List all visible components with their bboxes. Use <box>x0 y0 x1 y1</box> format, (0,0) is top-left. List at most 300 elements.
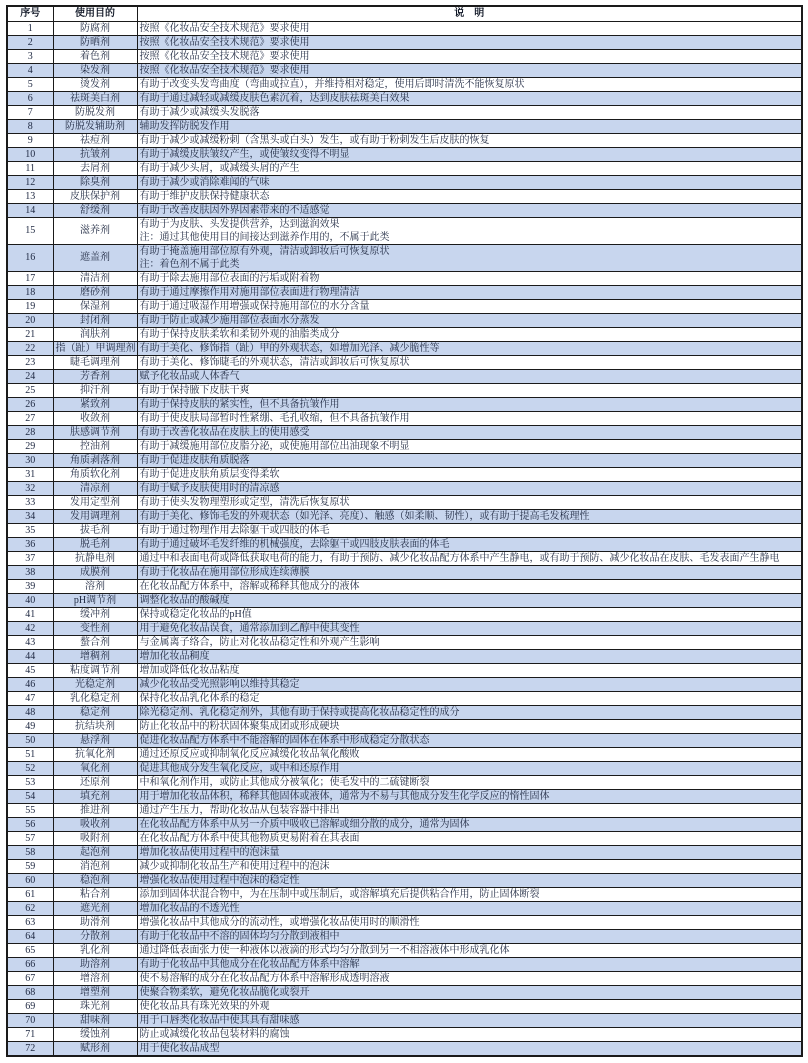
description <box>137 411 802 425</box>
usage-purpose: 粘度调节剂 <box>53 663 137 677</box>
table-row <box>7 467 802 481</box>
table-row <box>7 733 802 747</box>
description-line: 有助于通过摩擦作用对施用部位表面进行物理清洁 <box>139 286 360 298</box>
row-number: 29 <box>7 439 53 453</box>
description <box>137 677 802 691</box>
usage-purpose: 收敛剂 <box>53 411 137 425</box>
row-number: 2 <box>7 35 53 49</box>
description <box>137 189 802 203</box>
description <box>137 831 802 845</box>
row-number: 64 <box>7 929 53 943</box>
row-number: 70 <box>7 1013 53 1027</box>
description <box>137 175 802 189</box>
description <box>137 789 802 803</box>
row-number: 32 <box>7 481 53 495</box>
usage-purpose: 指（趾）甲调理剂 <box>53 341 137 355</box>
description-line: 在化妆品配方体系中，溶解或稀释其他成分的液体 <box>139 580 360 592</box>
description <box>137 635 802 649</box>
description-line: 有助于美化、修饰睫毛的外观状态，清洁或卸妆后可恢复原状 <box>139 356 410 368</box>
description <box>137 663 802 677</box>
description <box>137 915 802 929</box>
row-number: 20 <box>7 313 53 327</box>
description <box>137 593 802 607</box>
description <box>137 425 802 439</box>
table-row <box>7 845 802 859</box>
description-line: 用于增加化妆品体积，稀释其他固体或液体，通常为不易与其他成分发生化学反应的惰性固体 <box>139 790 550 802</box>
description <box>137 985 802 999</box>
description-line: 有助于为皮肤、头发提供营养，达到滋润效果 <box>139 218 340 230</box>
description-line: 按照《化妆品安全技术规范》要求使用 <box>139 64 310 76</box>
usage-purpose: 增稠剂 <box>53 649 137 663</box>
row-number: 15 <box>7 217 53 244</box>
description <box>137 621 802 635</box>
row-number: 61 <box>7 887 53 901</box>
usage-purpose: 缓蚀剂 <box>53 1027 137 1041</box>
description <box>137 341 802 355</box>
table-row <box>7 509 802 523</box>
header-no: 序号 <box>7 6 53 21</box>
description-line: 有助于化妆品中不溶的固体均匀分散到液相中 <box>139 930 340 942</box>
row-number: 4 <box>7 63 53 77</box>
usage-purpose: 发用定型剂 <box>53 495 137 509</box>
description-line: 用于使化妆品成型 <box>139 1042 220 1054</box>
row-number: 59 <box>7 859 53 873</box>
description <box>137 817 802 831</box>
table-row <box>7 719 802 733</box>
description <box>137 285 802 299</box>
table-row <box>7 887 802 901</box>
description-line: 有助于减缓皮肤皱纹产生，或使皱纹变得不明显 <box>139 148 350 160</box>
table-row <box>7 119 802 133</box>
description-line: 有助于减少头屑，或减缓头屑的产生 <box>139 162 300 174</box>
table-row <box>7 817 802 831</box>
description <box>137 63 802 77</box>
row-number: 38 <box>7 565 53 579</box>
usage-purpose: 清凉剂 <box>53 481 137 495</box>
row-number: 57 <box>7 831 53 845</box>
row-number: 21 <box>7 327 53 341</box>
table-row <box>7 691 802 705</box>
description <box>137 271 802 285</box>
description-line: 有助于化妆品在施用部位形成连续薄膜 <box>139 566 310 578</box>
description-line: 有助于使头发物理塑形或定型，清洗后恢复原状 <box>139 496 350 508</box>
usage-purpose: 抗静电剂 <box>53 551 137 565</box>
row-number: 6 <box>7 91 53 105</box>
description <box>137 467 802 481</box>
usage-purpose: 乳化剂 <box>53 943 137 957</box>
description <box>137 383 802 397</box>
usage-purpose: 保湿剂 <box>53 299 137 313</box>
description-line: 有助于改善化妆品在皮肤上的使用感受 <box>139 426 310 438</box>
usage-purpose: 防脱发剂 <box>53 105 137 119</box>
description-line: 有助于减少或减缓头发脱落 <box>139 106 260 118</box>
description-line: 使聚合物柔软，避免化妆品脆化或裂开 <box>139 986 310 998</box>
row-number: 72 <box>7 1041 53 1056</box>
description <box>137 565 802 579</box>
description <box>137 1013 802 1027</box>
description <box>137 719 802 733</box>
table-row <box>7 397 802 411</box>
usage-purpose: 光稳定剂 <box>53 677 137 691</box>
description-line: 促进其他成分发生氧化反应，或中和还原作用 <box>139 762 340 774</box>
table-row <box>7 607 802 621</box>
description <box>137 355 802 369</box>
table-row <box>7 663 802 677</box>
usage-purpose: 赋形剂 <box>53 1041 137 1056</box>
description <box>137 929 802 943</box>
description <box>137 859 802 873</box>
description <box>137 999 802 1013</box>
row-number: 56 <box>7 817 53 831</box>
description-line: 中和氧化剂作用，或防止其他成分被氧化；使毛发中的二硫键断裂 <box>139 776 430 788</box>
table-row <box>7 523 802 537</box>
usage-purpose: 抗皱剂 <box>53 147 137 161</box>
description-line: 有助于通过吸湿作用增强或保持施用部位的水分含量 <box>139 300 370 312</box>
table-row <box>7 789 802 803</box>
table-row <box>7 537 802 551</box>
usage-purpose: 防腐剂 <box>53 21 137 35</box>
usage-purpose: 烫发剂 <box>53 77 137 91</box>
row-number: 19 <box>7 299 53 313</box>
row-number: 55 <box>7 803 53 817</box>
row-number: 50 <box>7 733 53 747</box>
row-number: 48 <box>7 705 53 719</box>
usage-purpose: 缓冲剂 <box>53 607 137 621</box>
usage-purpose: 睫毛调理剂 <box>53 355 137 369</box>
row-number: 33 <box>7 495 53 509</box>
row-number: 31 <box>7 467 53 481</box>
row-number: 66 <box>7 957 53 971</box>
description-line: 添加到固体状混合物中，为在压制中或压制后，或溶解填充后提供粘合作用，防止固体断裂 <box>139 888 540 900</box>
table-row <box>7 189 802 203</box>
row-number: 8 <box>7 119 53 133</box>
table-row <box>7 943 802 957</box>
description-line: 有助于化妆品中其他成分在化妆品配方体系中溶解 <box>139 958 360 970</box>
usage-purpose: 皮肤保护剂 <box>53 189 137 203</box>
description-line: 有助于改变头发弯曲度（弯曲或拉直），并维持相对稳定，使用后即时清洗不能恢复原状 <box>139 78 525 90</box>
row-number: 25 <box>7 383 53 397</box>
description-line: 通过降低表面张力使一种液体以液滴的形式均匀分散到另一不相溶液体中形成乳化体 <box>139 944 510 956</box>
table-row <box>7 439 802 453</box>
table-row <box>7 244 802 271</box>
description <box>137 537 802 551</box>
description <box>137 607 802 621</box>
table-row <box>7 481 802 495</box>
table-body <box>7 21 802 1056</box>
row-number: 45 <box>7 663 53 677</box>
row-number: 52 <box>7 761 53 775</box>
row-number: 60 <box>7 873 53 887</box>
description <box>137 21 802 35</box>
table-row <box>7 21 802 35</box>
description <box>137 481 802 495</box>
description <box>137 495 802 509</box>
table-row <box>7 1041 802 1056</box>
description-line: 有助于除去施用部位表面的污垢或附着物 <box>139 272 320 284</box>
header-desc: 说 明 <box>137 6 802 21</box>
description-line: 在化妆品配方体系中从另一介质中吸收已溶解或细分散的成分，通常为固体 <box>139 818 470 830</box>
table-row <box>7 565 802 579</box>
usage-purpose: 防脱发辅助剂 <box>53 119 137 133</box>
description <box>137 1027 802 1041</box>
table-row <box>7 63 802 77</box>
table-row <box>7 217 802 244</box>
description <box>137 133 802 147</box>
usage-purpose: 舒缓剂 <box>53 203 137 217</box>
description <box>137 77 802 91</box>
usage-purpose: 氧化剂 <box>53 761 137 775</box>
description <box>137 313 802 327</box>
usage-purpose: 起泡剂 <box>53 845 137 859</box>
description-line: 防止或减缓化妆品包装材料的腐蚀 <box>139 1028 290 1040</box>
usage-purpose: 抑汗剂 <box>53 383 137 397</box>
usage-purpose: 粘合剂 <box>53 887 137 901</box>
usage-purpose: pH调节剂 <box>53 593 137 607</box>
description <box>137 453 802 467</box>
description <box>137 509 802 523</box>
row-number: 63 <box>7 915 53 929</box>
usage-purpose: 清洁剂 <box>53 271 137 285</box>
description-line: 保持化妆品乳化体系的稳定 <box>139 692 260 704</box>
description <box>137 35 802 49</box>
description <box>137 803 802 817</box>
row-number: 67 <box>7 971 53 985</box>
description-line: 有助于赋予皮肤使用时的清凉感 <box>139 482 280 494</box>
description-line: 按照《化妆品安全技术规范》要求使用 <box>139 36 310 48</box>
usage-purpose: 拔毛剂 <box>53 523 137 537</box>
table-row <box>7 327 802 341</box>
table-row <box>7 985 802 999</box>
description-line: 有助于使皮肤局部暂时性紧绷、毛孔收缩，但不具备抗皱作用 <box>139 412 410 424</box>
table-row <box>7 1013 802 1027</box>
usage-purpose: 除臭剂 <box>53 175 137 189</box>
description <box>137 551 802 565</box>
description <box>137 691 802 705</box>
description-line: 有助于维护皮肤保持健康状态 <box>139 190 270 202</box>
description-line: 减少或抑制化妆品生产和使用过程中的泡沫 <box>139 860 330 872</box>
usage-purpose: 还原剂 <box>53 775 137 789</box>
usage-purpose: 推进剂 <box>53 803 137 817</box>
description <box>137 943 802 957</box>
row-number: 53 <box>7 775 53 789</box>
row-number: 14 <box>7 203 53 217</box>
description-line: 通过中和表面电荷或降低获取电荷的能力，有助于预防、减少化妆品配方体系中产生静电，或有助于预防、减少化妆品在皮肤、毛发表面产生静电 <box>139 552 780 564</box>
table-row <box>7 593 802 607</box>
row-number: 46 <box>7 677 53 691</box>
table-row <box>7 859 802 873</box>
row-number: 5 <box>7 77 53 91</box>
row-number: 9 <box>7 133 53 147</box>
description <box>137 775 802 789</box>
table-row <box>7 161 802 175</box>
usage-purpose: 脱毛剂 <box>53 537 137 551</box>
usage-purpose: 变性剂 <box>53 621 137 635</box>
table-row <box>7 649 802 663</box>
description <box>137 105 802 119</box>
usage-purpose: 消泡剂 <box>53 859 137 873</box>
table-row <box>7 999 802 1013</box>
description-line: 有助于通过破坏毛发纤维的机械强度，去除躯干或四肢皮肤表面的体毛 <box>139 538 450 550</box>
usage-purpose: 稳定剂 <box>53 705 137 719</box>
table-header-row <box>7 6 802 21</box>
description-line: 有助于掩盖施用部位原有外观，清洁或卸妆后可恢复原状 <box>139 245 390 257</box>
table-row <box>7 495 802 509</box>
usage-purpose: 稳泡剂 <box>53 873 137 887</box>
description-line: 增强化妆品中其他成分的流动性，或增强化妆品使用时的顺滑性 <box>139 916 420 928</box>
description <box>137 971 802 985</box>
description-line: 赋予化妆品或人体香气 <box>139 370 240 382</box>
description-line: 有助于美化、修饰指（趾）甲的外观状态，如增加光泽、减少脆性等 <box>139 342 440 354</box>
description <box>137 161 802 175</box>
description-line: 除光稳定剂、乳化稳定剂外，其他有助于保持或提高化妆品稳定性的成分 <box>139 706 460 718</box>
description-line: 与金属离子络合，防止对化妆品稳定性和外观产生影响 <box>139 636 380 648</box>
table-row <box>7 369 802 383</box>
description <box>137 1041 802 1056</box>
usage-purpose: 遮光剂 <box>53 901 137 915</box>
table-row <box>7 299 802 313</box>
row-number: 71 <box>7 1027 53 1041</box>
usage-purpose: 遮盖剂 <box>53 244 137 271</box>
row-number: 62 <box>7 901 53 915</box>
description <box>137 49 802 63</box>
description-line: 有助于促进皮肤角质脱落 <box>139 454 250 466</box>
usage-purpose: 增溶剂 <box>53 971 137 985</box>
description-line: 用于避免化妆品误食，通常添加到乙醇中使其变性 <box>139 622 360 634</box>
description <box>137 523 802 537</box>
description-line: 使化妆品具有珠光效果的外观 <box>139 1000 270 1012</box>
description <box>137 244 802 271</box>
description-line: 促进化妆品配方体系中不能溶解的固体在体系中形成稳定分散状态 <box>139 734 430 746</box>
usage-purpose: 助溶剂 <box>53 957 137 971</box>
usage-purpose: 角质软化剂 <box>53 467 137 481</box>
usage-purpose: 溶剂 <box>53 579 137 593</box>
row-number: 54 <box>7 789 53 803</box>
description-line: 有助于改善皮肤因外界因素带来的不适感觉 <box>139 204 330 216</box>
description-line: 按照《化妆品安全技术规范》要求使用 <box>139 50 310 62</box>
description-line: 有助于减少或消除难闻的气味 <box>139 176 270 188</box>
description-line: 增加化妆品使用过程中的泡沫量 <box>139 846 280 858</box>
usage-purpose-table <box>6 5 803 1057</box>
description-line: 通过产生压力，帮助化妆品从包装容器中排出 <box>139 804 340 816</box>
table-row <box>7 677 802 691</box>
usage-purpose: 填充剂 <box>53 789 137 803</box>
description <box>137 747 802 761</box>
table-row <box>7 49 802 63</box>
row-number: 47 <box>7 691 53 705</box>
table-row <box>7 915 802 929</box>
description <box>137 217 802 244</box>
usage-purpose: 吸收剂 <box>53 817 137 831</box>
description-line: 注：着色剂不属于此类 <box>139 258 240 270</box>
table-row <box>7 341 802 355</box>
description <box>137 439 802 453</box>
table-row <box>7 761 802 775</box>
row-number: 10 <box>7 147 53 161</box>
table-row <box>7 873 802 887</box>
row-number: 16 <box>7 244 53 271</box>
description-line: 增强化妆品使用过程中泡沫的稳定性 <box>139 874 300 886</box>
table-row <box>7 147 802 161</box>
table-row <box>7 355 802 369</box>
table-row <box>7 705 802 719</box>
table-row <box>7 635 802 649</box>
description-line: 有助于促进皮肤角质层变得柔软 <box>139 468 280 480</box>
description <box>137 119 802 133</box>
description-line: 有助于减少或减缓粉刺（含黑头或白头）发生，或有助于粉刺发生后皮肤的恢复 <box>139 134 490 146</box>
row-number: 44 <box>7 649 53 663</box>
description <box>137 147 802 161</box>
row-number: 23 <box>7 355 53 369</box>
description-line: 在化妆品配方体系中使其他物质更易附着在其表面 <box>139 832 360 844</box>
table-row <box>7 803 802 817</box>
usage-purpose: 滋养剂 <box>53 217 137 244</box>
table-row <box>7 425 802 439</box>
description-line: 注：通过其他使用目的间接达到滋养作用的，不属于此类 <box>139 231 390 243</box>
description-line: 使不易溶解的成分在化妆品配方体系中溶解形成透明溶液 <box>139 972 390 984</box>
table-row <box>7 453 802 467</box>
row-number: 69 <box>7 999 53 1013</box>
description-line: 增加化妆品稠度 <box>139 650 210 662</box>
usage-purpose: 珠光剂 <box>53 999 137 1013</box>
usage-purpose: 螯合剂 <box>53 635 137 649</box>
table-row <box>7 91 802 105</box>
table-row <box>7 747 802 761</box>
row-number: 11 <box>7 161 53 175</box>
description <box>137 845 802 859</box>
description-line: 有助于美化、修饰毛发的外观状态（如光泽、亮度）、触感（如柔顺、韧性），或有助于提高毛发梳理性 <box>139 510 590 522</box>
usage-purpose: 悬浮剂 <box>53 733 137 747</box>
row-number: 1 <box>7 21 53 35</box>
usage-purpose: 乳化稳定剂 <box>53 691 137 705</box>
description-line: 减少化妆品受光照影响以维持其稳定 <box>139 678 300 690</box>
description <box>137 91 802 105</box>
row-number: 43 <box>7 635 53 649</box>
table-row <box>7 105 802 119</box>
description <box>137 887 802 901</box>
description <box>137 369 802 383</box>
description-line: 有助于防止或减少施用部位表面水分蒸发 <box>139 314 320 326</box>
usage-purpose: 封闭剂 <box>53 313 137 327</box>
description-line: 防止化妆品中的粉状固体聚集成团或形成硬块 <box>139 720 340 732</box>
usage-purpose: 紧致剂 <box>53 397 137 411</box>
usage-purpose: 祛痘剂 <box>53 133 137 147</box>
table-row <box>7 901 802 915</box>
table-row <box>7 621 802 635</box>
usage-purpose: 芳香剂 <box>53 369 137 383</box>
description-line: 有助于通过物理作用去除躯干或四肢的体毛 <box>139 524 330 536</box>
description-line: 保持或稳定化妆品的pH值 <box>139 608 252 620</box>
description-line: 用于口唇类化妆品中使其具有甜味感 <box>139 1014 300 1026</box>
row-number: 68 <box>7 985 53 999</box>
row-number: 35 <box>7 523 53 537</box>
description-line: 通过还原反应或抑制氧化反应减缓化妆品氧化酸败 <box>139 748 360 760</box>
description <box>137 649 802 663</box>
usage-purpose: 润肤剂 <box>53 327 137 341</box>
row-number: 3 <box>7 49 53 63</box>
row-number: 27 <box>7 411 53 425</box>
usage-purpose: 磨砂剂 <box>53 285 137 299</box>
row-number: 65 <box>7 943 53 957</box>
description-line: 有助于通过减轻或减缓皮肤色素沉着，达到皮肤祛斑美白效果 <box>139 92 410 104</box>
table-row <box>7 77 802 91</box>
description-line: 按照《化妆品安全技术规范》要求使用 <box>139 22 310 34</box>
table-row <box>7 175 802 189</box>
description <box>137 705 802 719</box>
usage-purpose: 肤感调节剂 <box>53 425 137 439</box>
table-row <box>7 1027 802 1041</box>
row-number: 40 <box>7 593 53 607</box>
table-row <box>7 411 802 425</box>
